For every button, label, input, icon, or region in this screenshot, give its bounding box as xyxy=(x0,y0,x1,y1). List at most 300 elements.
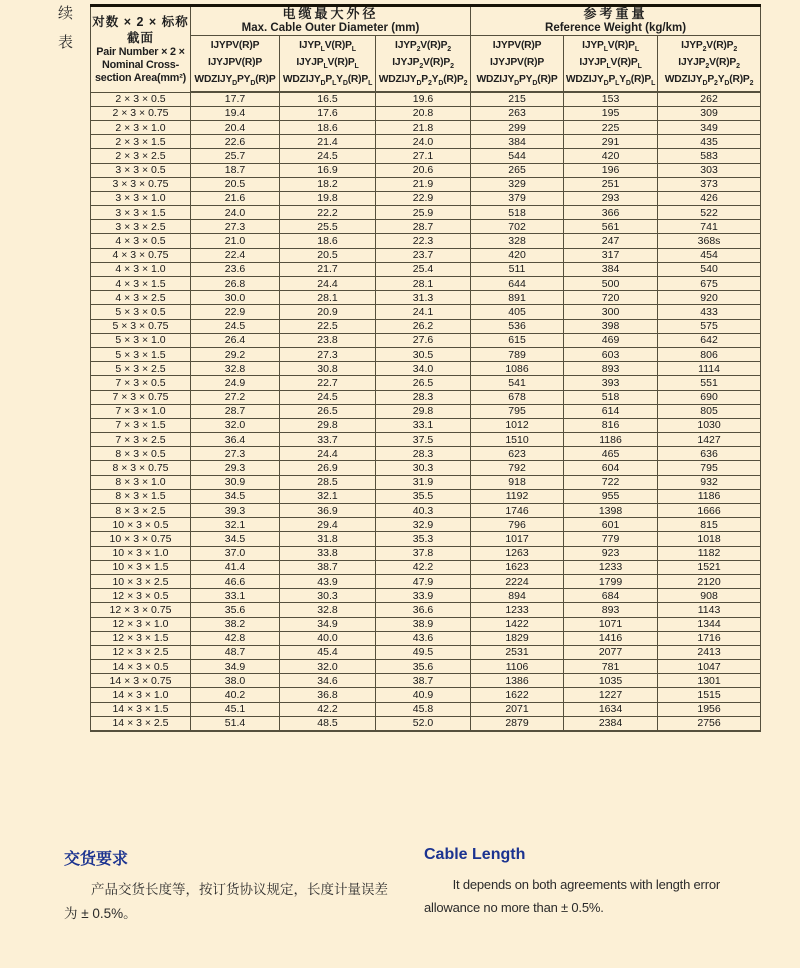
value-cell: 1012 xyxy=(471,418,564,432)
value-cell: 795 xyxy=(471,404,564,418)
value-cell: 30.3 xyxy=(280,589,376,603)
value-cell: 2071 xyxy=(471,702,564,716)
value-cell: 47.9 xyxy=(376,574,471,588)
spec-cell: 10 × 3 × 0.75 xyxy=(91,532,191,546)
value-cell: 35.3 xyxy=(376,532,471,546)
value-cell: 623 xyxy=(471,447,564,461)
value-cell: 23.8 xyxy=(280,333,376,347)
type-header-weight-2: $IJYP_LV(R)P_L$ $IJYJP_LV(R)P_L$ $WDZIJY_DP_LY_D(R)P_L$ xyxy=(564,35,658,92)
spec-cell: 5 × 3 × 0.5 xyxy=(91,305,191,319)
value-cell: 33.8 xyxy=(280,546,376,560)
value-cell: 2756 xyxy=(658,716,761,730)
value-cell: 18.7 xyxy=(191,163,280,177)
value-cell: 28.7 xyxy=(376,220,471,234)
value-cell: 368s xyxy=(658,234,761,248)
table-row xyxy=(91,177,761,191)
table-row xyxy=(91,617,761,631)
value-cell: 30.3 xyxy=(376,461,471,475)
spec-cell: 4 × 3 × 0.5 xyxy=(91,234,191,248)
value-cell: 920 xyxy=(658,291,761,305)
value-cell: 816 xyxy=(564,418,658,432)
spec-cell: 5 × 3 × 0.75 xyxy=(91,319,191,333)
table-row xyxy=(91,362,761,376)
table-row xyxy=(91,688,761,702)
value-cell: 2531 xyxy=(471,645,564,659)
value-cell: 24.1 xyxy=(376,305,471,319)
value-cell: 51.4 xyxy=(191,716,280,730)
value-cell: 28.5 xyxy=(280,475,376,489)
value-cell: 153 xyxy=(564,92,658,106)
spec-cell: 8 × 3 × 0.5 xyxy=(91,447,191,461)
table-row xyxy=(91,106,761,120)
value-cell: 644 xyxy=(471,277,564,291)
value-cell: 33.1 xyxy=(376,418,471,432)
table-body xyxy=(91,92,761,730)
value-cell: 17.7 xyxy=(191,92,280,106)
value-cell: 2224 xyxy=(471,574,564,588)
value-cell: 1422 xyxy=(471,617,564,631)
value-cell: 789 xyxy=(471,347,564,361)
value-cell: 28.1 xyxy=(280,291,376,305)
spec-header-zh: 对数 × 2 × 标称 截面 xyxy=(92,14,189,46)
value-cell: 18.2 xyxy=(280,177,376,191)
spec-cell: 10 × 3 × 0.5 xyxy=(91,518,191,532)
value-cell: 21.0 xyxy=(191,234,280,248)
value-cell: 1186 xyxy=(564,433,658,447)
table-row xyxy=(91,262,761,276)
spec-cell: 8 × 3 × 1.0 xyxy=(91,475,191,489)
spec-cell: 2 × 3 × 0.75 xyxy=(91,106,191,120)
value-cell: 433 xyxy=(658,305,761,319)
table-row xyxy=(91,702,761,716)
value-cell: 21.6 xyxy=(191,191,280,205)
value-cell: 601 xyxy=(564,518,658,532)
table-row xyxy=(91,333,761,347)
spec-cell: 10 × 3 × 2.5 xyxy=(91,574,191,588)
value-cell: 30.0 xyxy=(191,291,280,305)
value-cell: 615 xyxy=(471,333,564,347)
value-cell: 195 xyxy=(564,106,658,120)
value-cell: 34.9 xyxy=(191,660,280,674)
value-cell: 43.6 xyxy=(376,631,471,645)
value-cell: 24.5 xyxy=(280,149,376,163)
value-cell: 379 xyxy=(471,191,564,205)
value-cell: 541 xyxy=(471,376,564,390)
value-cell: 25.5 xyxy=(280,220,376,234)
value-cell: 1386 xyxy=(471,674,564,688)
spec-cell: 5 × 3 × 1.5 xyxy=(91,347,191,361)
value-cell: 35.6 xyxy=(376,660,471,674)
value-cell: 25.7 xyxy=(191,149,280,163)
value-cell: 894 xyxy=(471,589,564,603)
table-row xyxy=(91,120,761,134)
value-cell: 32.9 xyxy=(376,518,471,532)
value-cell: 32.1 xyxy=(280,489,376,503)
value-cell: 893 xyxy=(564,603,658,617)
value-cell: 16.5 xyxy=(280,92,376,106)
table-row xyxy=(91,277,761,291)
value-cell: 575 xyxy=(658,319,761,333)
spec-cell: 2 × 3 × 1.0 xyxy=(91,120,191,134)
value-cell: 36.6 xyxy=(376,603,471,617)
value-cell: 923 xyxy=(564,546,658,560)
value-cell: 293 xyxy=(564,191,658,205)
value-cell: 328 xyxy=(471,234,564,248)
spec-cell: 3 × 3 × 2.5 xyxy=(91,220,191,234)
value-cell: 536 xyxy=(471,319,564,333)
table-row xyxy=(91,447,761,461)
value-cell: 17.6 xyxy=(280,106,376,120)
value-cell: 561 xyxy=(564,220,658,234)
value-cell: 23.7 xyxy=(376,248,471,262)
value-cell: 303 xyxy=(658,163,761,177)
table-row xyxy=(91,574,761,588)
value-cell: 37.5 xyxy=(376,433,471,447)
value-cell: 20.4 xyxy=(191,120,280,134)
table-row xyxy=(91,135,761,149)
value-cell: 1427 xyxy=(658,433,761,447)
spec-cell: 8 × 3 × 2.5 xyxy=(91,504,191,518)
table-row xyxy=(91,433,761,447)
value-cell: 21.7 xyxy=(280,262,376,276)
group-header-weight xyxy=(471,6,761,36)
value-cell: 511 xyxy=(471,262,564,276)
cable-length-section xyxy=(424,846,778,927)
value-cell: 35.6 xyxy=(191,603,280,617)
value-cell: 309 xyxy=(658,106,761,120)
value-cell: 24.5 xyxy=(280,390,376,404)
value-cell: 40.3 xyxy=(376,504,471,518)
cable-spec-table xyxy=(90,4,761,732)
value-cell: 24.0 xyxy=(191,206,280,220)
value-cell: 26.9 xyxy=(280,461,376,475)
value-cell: 25.9 xyxy=(376,206,471,220)
spec-cell: 14 × 3 × 2.5 xyxy=(91,716,191,730)
value-cell: 1018 xyxy=(658,532,761,546)
spec-cell: 10 × 3 × 1.0 xyxy=(91,546,191,560)
value-cell: 1233 xyxy=(564,560,658,574)
value-cell: 518 xyxy=(564,390,658,404)
value-cell: 795 xyxy=(658,461,761,475)
value-cell: 21.8 xyxy=(376,120,471,134)
table-row xyxy=(91,149,761,163)
value-cell: 26.5 xyxy=(376,376,471,390)
spec-cell: 8 × 3 × 0.75 xyxy=(91,461,191,475)
table-row xyxy=(91,546,761,560)
table-row xyxy=(91,716,761,730)
spec-cell: 7 × 3 × 1.0 xyxy=(91,404,191,418)
table-row xyxy=(91,404,761,418)
value-cell: 1106 xyxy=(471,660,564,674)
value-cell: 420 xyxy=(564,149,658,163)
value-cell: 24.4 xyxy=(280,277,376,291)
value-cell: 27.2 xyxy=(191,390,280,404)
value-cell: 20.8 xyxy=(376,106,471,120)
value-cell: 32.0 xyxy=(191,418,280,432)
spec-cell: 14 × 3 × 0.75 xyxy=(91,674,191,688)
value-cell: 1956 xyxy=(658,702,761,716)
value-cell: 815 xyxy=(658,518,761,532)
table-row xyxy=(91,603,761,617)
value-cell: 34.6 xyxy=(280,674,376,688)
value-cell: 702 xyxy=(471,220,564,234)
value-cell: 20.6 xyxy=(376,163,471,177)
value-cell: 551 xyxy=(658,376,761,390)
value-cell: 614 xyxy=(564,404,658,418)
weight-group-en: Reference Weight (kg/km) xyxy=(545,21,687,34)
value-cell: 48.5 xyxy=(280,716,376,730)
table-row xyxy=(91,461,761,475)
value-cell: 251 xyxy=(564,177,658,191)
table-row xyxy=(91,418,761,432)
spec-cell: 4 × 3 × 1.5 xyxy=(91,277,191,291)
value-cell: 454 xyxy=(658,248,761,262)
value-cell: 28.7 xyxy=(191,404,280,418)
value-cell: 678 xyxy=(471,390,564,404)
value-cell: 522 xyxy=(658,206,761,220)
value-cell: 779 xyxy=(564,532,658,546)
table-row xyxy=(91,319,761,333)
value-cell: 1746 xyxy=(471,504,564,518)
table-row xyxy=(91,291,761,305)
value-cell: 405 xyxy=(471,305,564,319)
spec-cell: 7 × 3 × 1.5 xyxy=(91,418,191,432)
value-cell: 1233 xyxy=(471,603,564,617)
value-cell: 1344 xyxy=(658,617,761,631)
value-cell: 30.5 xyxy=(376,347,471,361)
value-cell: 1114 xyxy=(658,362,761,376)
table-row xyxy=(91,390,761,404)
value-cell: 31.9 xyxy=(376,475,471,489)
value-cell: 398 xyxy=(564,319,658,333)
value-cell: 18.6 xyxy=(280,234,376,248)
value-cell: 675 xyxy=(658,277,761,291)
value-cell: 35.5 xyxy=(376,489,471,503)
value-cell: 1182 xyxy=(658,546,761,560)
value-cell: 28.3 xyxy=(376,390,471,404)
value-cell: 26.2 xyxy=(376,319,471,333)
spec-cell: 5 × 3 × 1.0 xyxy=(91,333,191,347)
value-cell: 1263 xyxy=(471,546,564,560)
value-cell: 38.9 xyxy=(376,617,471,631)
value-cell: 932 xyxy=(658,475,761,489)
value-cell: 33.9 xyxy=(376,589,471,603)
value-cell: 1716 xyxy=(658,631,761,645)
value-cell: 24.0 xyxy=(376,135,471,149)
table-row xyxy=(91,660,761,674)
table-row xyxy=(91,163,761,177)
value-cell: 29.2 xyxy=(191,347,280,361)
spec-cell: 8 × 3 × 1.5 xyxy=(91,489,191,503)
value-cell: 1623 xyxy=(471,560,564,574)
value-cell: 40.9 xyxy=(376,688,471,702)
value-cell: 27.6 xyxy=(376,333,471,347)
value-cell: 2413 xyxy=(658,645,761,659)
value-cell: 518 xyxy=(471,206,564,220)
value-cell: 26.5 xyxy=(280,404,376,418)
value-cell: 37.0 xyxy=(191,546,280,560)
value-cell: 247 xyxy=(564,234,658,248)
value-cell: 38.0 xyxy=(191,674,280,688)
table-row xyxy=(91,589,761,603)
value-cell: 31.8 xyxy=(280,532,376,546)
value-cell: 329 xyxy=(471,177,564,191)
value-cell: 22.4 xyxy=(191,248,280,262)
col-header-spec xyxy=(91,6,191,93)
delivery-requirements-heading: 交货要求 xyxy=(64,851,129,868)
value-cell: 20.9 xyxy=(280,305,376,319)
value-cell: 32.8 xyxy=(280,603,376,617)
value-cell: 52.0 xyxy=(376,716,471,730)
value-cell: 684 xyxy=(564,589,658,603)
spec-cell: 2 × 3 × 0.5 xyxy=(91,92,191,106)
table-row xyxy=(91,518,761,532)
value-cell: 28.3 xyxy=(376,447,471,461)
value-cell: 29.8 xyxy=(280,418,376,432)
value-cell: 1086 xyxy=(471,362,564,376)
value-cell: 1521 xyxy=(658,560,761,574)
value-cell: 19.8 xyxy=(280,191,376,205)
value-cell: 893 xyxy=(564,362,658,376)
spec-cell: 14 × 3 × 1.0 xyxy=(91,688,191,702)
value-cell: 806 xyxy=(658,347,761,361)
continued-char-2: 表 xyxy=(58,34,74,51)
value-cell: 40.0 xyxy=(280,631,376,645)
value-cell: 46.6 xyxy=(191,574,280,588)
value-cell: 26.4 xyxy=(191,333,280,347)
spec-cell: 7 × 3 × 0.5 xyxy=(91,376,191,390)
value-cell: 18.6 xyxy=(280,120,376,134)
value-cell: 20.5 xyxy=(191,177,280,191)
type-header-diameter-1: IJYPV(R)P IJYJPV(R)P $WDZIJY_DPY_D(R)P$ xyxy=(191,35,280,92)
table-row xyxy=(91,560,761,574)
table-row xyxy=(91,376,761,390)
value-cell: 1227 xyxy=(564,688,658,702)
value-cell: 465 xyxy=(564,447,658,461)
footer xyxy=(64,846,778,927)
value-cell: 1622 xyxy=(471,688,564,702)
value-cell: 720 xyxy=(564,291,658,305)
value-cell: 349 xyxy=(658,120,761,134)
value-cell: 34.0 xyxy=(376,362,471,376)
value-cell: 1192 xyxy=(471,489,564,503)
value-cell: 1416 xyxy=(564,631,658,645)
delivery-requirements-body: 产品交货长度等，按订货协议规定，长度计量误差为 ± 0.5%。 xyxy=(64,882,388,922)
type-header-weight-1: IJYPV(R)P IJYJPV(R)P $WDZIJY_DPY_D(R)P$ xyxy=(471,35,564,92)
spec-cell: 10 × 3 × 1.5 xyxy=(91,560,191,574)
value-cell: 805 xyxy=(658,404,761,418)
value-cell: 42.2 xyxy=(376,560,471,574)
value-cell: 42.8 xyxy=(191,631,280,645)
value-cell: 34.5 xyxy=(191,532,280,546)
value-cell: 32.0 xyxy=(280,660,376,674)
value-cell: 22.3 xyxy=(376,234,471,248)
spec-cell: 3 × 3 × 1.0 xyxy=(91,191,191,205)
value-cell: 1047 xyxy=(658,660,761,674)
value-cell: 1799 xyxy=(564,574,658,588)
continued-table-label xyxy=(58,6,73,50)
table-row xyxy=(91,645,761,659)
value-cell: 21.9 xyxy=(376,177,471,191)
value-cell: 36.4 xyxy=(191,433,280,447)
spec-cell: 4 × 3 × 1.0 xyxy=(91,262,191,276)
table-row xyxy=(91,347,761,361)
value-cell: 21.4 xyxy=(280,135,376,149)
value-cell: 24.4 xyxy=(280,447,376,461)
spec-cell: 4 × 3 × 2.5 xyxy=(91,291,191,305)
value-cell: 36.8 xyxy=(280,688,376,702)
value-cell: 1829 xyxy=(471,631,564,645)
value-cell: 24.5 xyxy=(191,319,280,333)
table-row xyxy=(91,489,761,503)
value-cell: 22.6 xyxy=(191,135,280,149)
table-row xyxy=(91,248,761,262)
value-cell: 796 xyxy=(471,518,564,532)
value-cell: 435 xyxy=(658,135,761,149)
value-cell: 1515 xyxy=(658,688,761,702)
value-cell: 27.3 xyxy=(191,220,280,234)
value-cell: 36.9 xyxy=(280,504,376,518)
value-cell: 49.5 xyxy=(376,645,471,659)
delivery-requirements-section xyxy=(64,846,396,927)
table-row xyxy=(91,475,761,489)
value-cell: 263 xyxy=(471,106,564,120)
value-cell: 40.2 xyxy=(191,688,280,702)
spec-cell: 3 × 3 × 0.5 xyxy=(91,163,191,177)
value-cell: 22.5 xyxy=(280,319,376,333)
value-cell: 299 xyxy=(471,120,564,134)
value-cell: 918 xyxy=(471,475,564,489)
value-cell: 38.2 xyxy=(191,617,280,631)
diameter-group-en: Max. Cable Outer Diameter (mm) xyxy=(241,21,420,34)
value-cell: 792 xyxy=(471,461,564,475)
value-cell: 420 xyxy=(471,248,564,262)
value-cell: 29.3 xyxy=(191,461,280,475)
diameter-group-zh: 电缆最大外径 xyxy=(282,6,379,21)
spec-cell: 7 × 3 × 0.75 xyxy=(91,390,191,404)
table-row xyxy=(91,504,761,518)
value-cell: 30.9 xyxy=(191,475,280,489)
table-row xyxy=(91,674,761,688)
value-cell: 1634 xyxy=(564,702,658,716)
value-cell: 225 xyxy=(564,120,658,134)
table-row xyxy=(91,234,761,248)
value-cell: 28.1 xyxy=(376,277,471,291)
value-cell: 27.3 xyxy=(191,447,280,461)
value-cell: 1301 xyxy=(658,674,761,688)
value-cell: 317 xyxy=(564,248,658,262)
value-cell: 45.1 xyxy=(191,702,280,716)
value-cell: 19.6 xyxy=(376,92,471,106)
value-cell: 540 xyxy=(658,262,761,276)
value-cell: 781 xyxy=(564,660,658,674)
spec-cell: 5 × 3 × 2.5 xyxy=(91,362,191,376)
value-cell: 45.4 xyxy=(280,645,376,659)
spec-cell: 12 × 3 × 0.75 xyxy=(91,603,191,617)
value-cell: 2879 xyxy=(471,716,564,730)
value-cell: 1030 xyxy=(658,418,761,432)
value-cell: 690 xyxy=(658,390,761,404)
value-cell: 38.7 xyxy=(280,560,376,574)
cable-length-heading: Cable Length xyxy=(424,846,526,863)
spec-cell: 3 × 3 × 0.75 xyxy=(91,177,191,191)
value-cell: 722 xyxy=(564,475,658,489)
value-cell: 603 xyxy=(564,347,658,361)
type-header-diameter-2: $IJYP_LV(R)P_L$ $IJYJP_LV(R)P_L$ $WDZIJY_DP_LY_D(R)P_L$ xyxy=(280,35,376,92)
value-cell: 31.3 xyxy=(376,291,471,305)
value-cell: 2120 xyxy=(658,574,761,588)
value-cell: 373 xyxy=(658,177,761,191)
